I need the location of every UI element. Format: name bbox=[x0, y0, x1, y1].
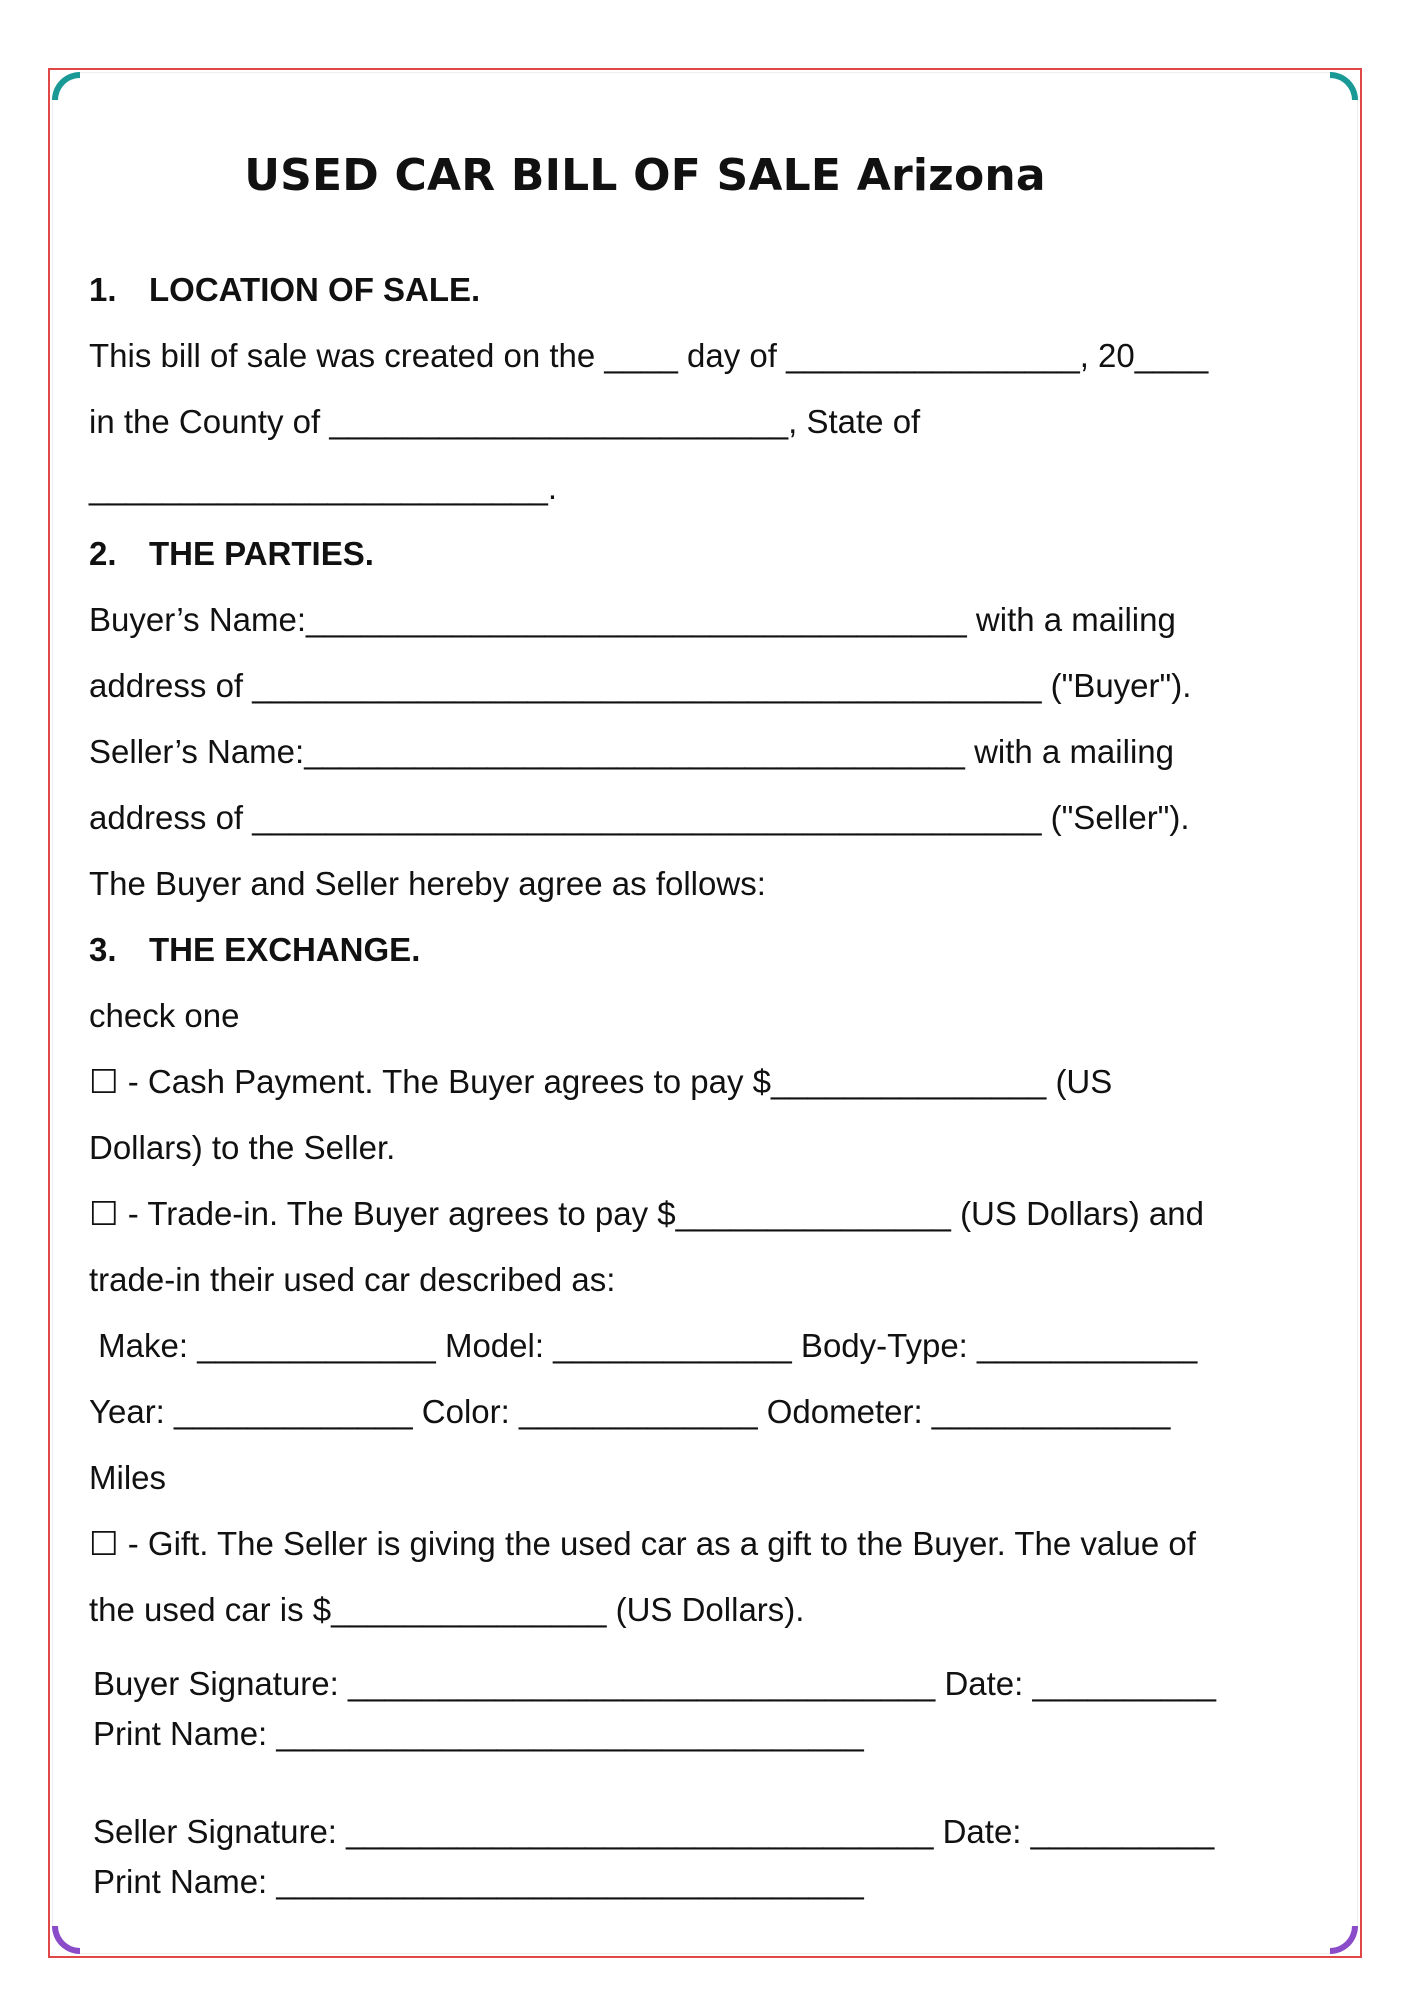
seller-print-name-line[interactable]: Print Name: ________________________________ bbox=[93, 1863, 864, 1900]
section-1-heading bbox=[89, 270, 480, 310]
section-3-title: THE EXCHANGE. bbox=[149, 931, 421, 968]
section-1-number: 1. bbox=[89, 271, 117, 308]
vehicle-year-color-line[interactable]: Year: _____________ Color: _____________ Odometer: _____________ bbox=[89, 1393, 1171, 1430]
seller-address-line[interactable]: address of ___________________________________________ ("Seller"). bbox=[89, 799, 1190, 836]
gift-option[interactable]: ☐ - Gift. The Seller is giving the used car as a gift to the Buyer. The value of bbox=[89, 1525, 1196, 1562]
section-3-heading bbox=[89, 930, 420, 970]
document-title: USED CAR BILL OF SALE Arizona bbox=[244, 150, 1046, 201]
section-3-number: 3. bbox=[89, 931, 117, 968]
buyer-name-line[interactable]: Buyer’s Name:____________________________________ with a mailing bbox=[89, 601, 1176, 638]
buyer-signature-line[interactable]: Buyer Signature: ________________________________ Date: __________ bbox=[93, 1665, 1217, 1702]
trade-in-option[interactable]: ☐ - Trade-in. The Buyer agrees to pay $_______________ (US Dollars) and bbox=[89, 1195, 1204, 1232]
buyer-address-line[interactable]: address of ___________________________________________ ("Buyer"). bbox=[89, 667, 1192, 704]
date-line[interactable]: This bill of sale was created on the ____ day of ________________, 20____ bbox=[89, 337, 1209, 374]
vehicle-make-model-line[interactable]: Make: _____________ Model: _____________ Body-Type: ____________ bbox=[89, 1327, 1198, 1364]
section-2-heading bbox=[89, 534, 374, 574]
section-1-title: LOCATION OF SALE. bbox=[149, 271, 481, 308]
county-line[interactable]: in the County of _________________________, State of bbox=[89, 403, 921, 440]
cash-payment-option[interactable]: ☐ - Cash Payment. The Buyer agrees to pay $_______________ (US bbox=[89, 1063, 1113, 1100]
miles-label: Miles bbox=[89, 1459, 167, 1496]
agreement-statement: The Buyer and Seller hereby agree as follows: bbox=[89, 865, 766, 902]
section-2-number: 2. bbox=[89, 535, 117, 572]
seller-signature-line[interactable]: Seller Signature: ________________________________ Date: __________ bbox=[93, 1813, 1215, 1850]
check-one-label: check one bbox=[89, 997, 240, 1034]
seller-name-line[interactable]: Seller’s Name:____________________________________ with a mailing bbox=[89, 733, 1174, 770]
section-2-title: THE PARTIES. bbox=[149, 535, 374, 572]
gift-value-line[interactable]: the used car is $_______________ (US Dollars). bbox=[89, 1591, 805, 1628]
cash-payment-continued: Dollars) to the Seller. bbox=[89, 1129, 396, 1166]
trade-in-continued: trade-in their used car described as: bbox=[89, 1261, 616, 1298]
buyer-print-name-line[interactable]: Print Name: ________________________________ bbox=[93, 1715, 864, 1752]
state-line[interactable]: _________________________. bbox=[89, 469, 557, 506]
